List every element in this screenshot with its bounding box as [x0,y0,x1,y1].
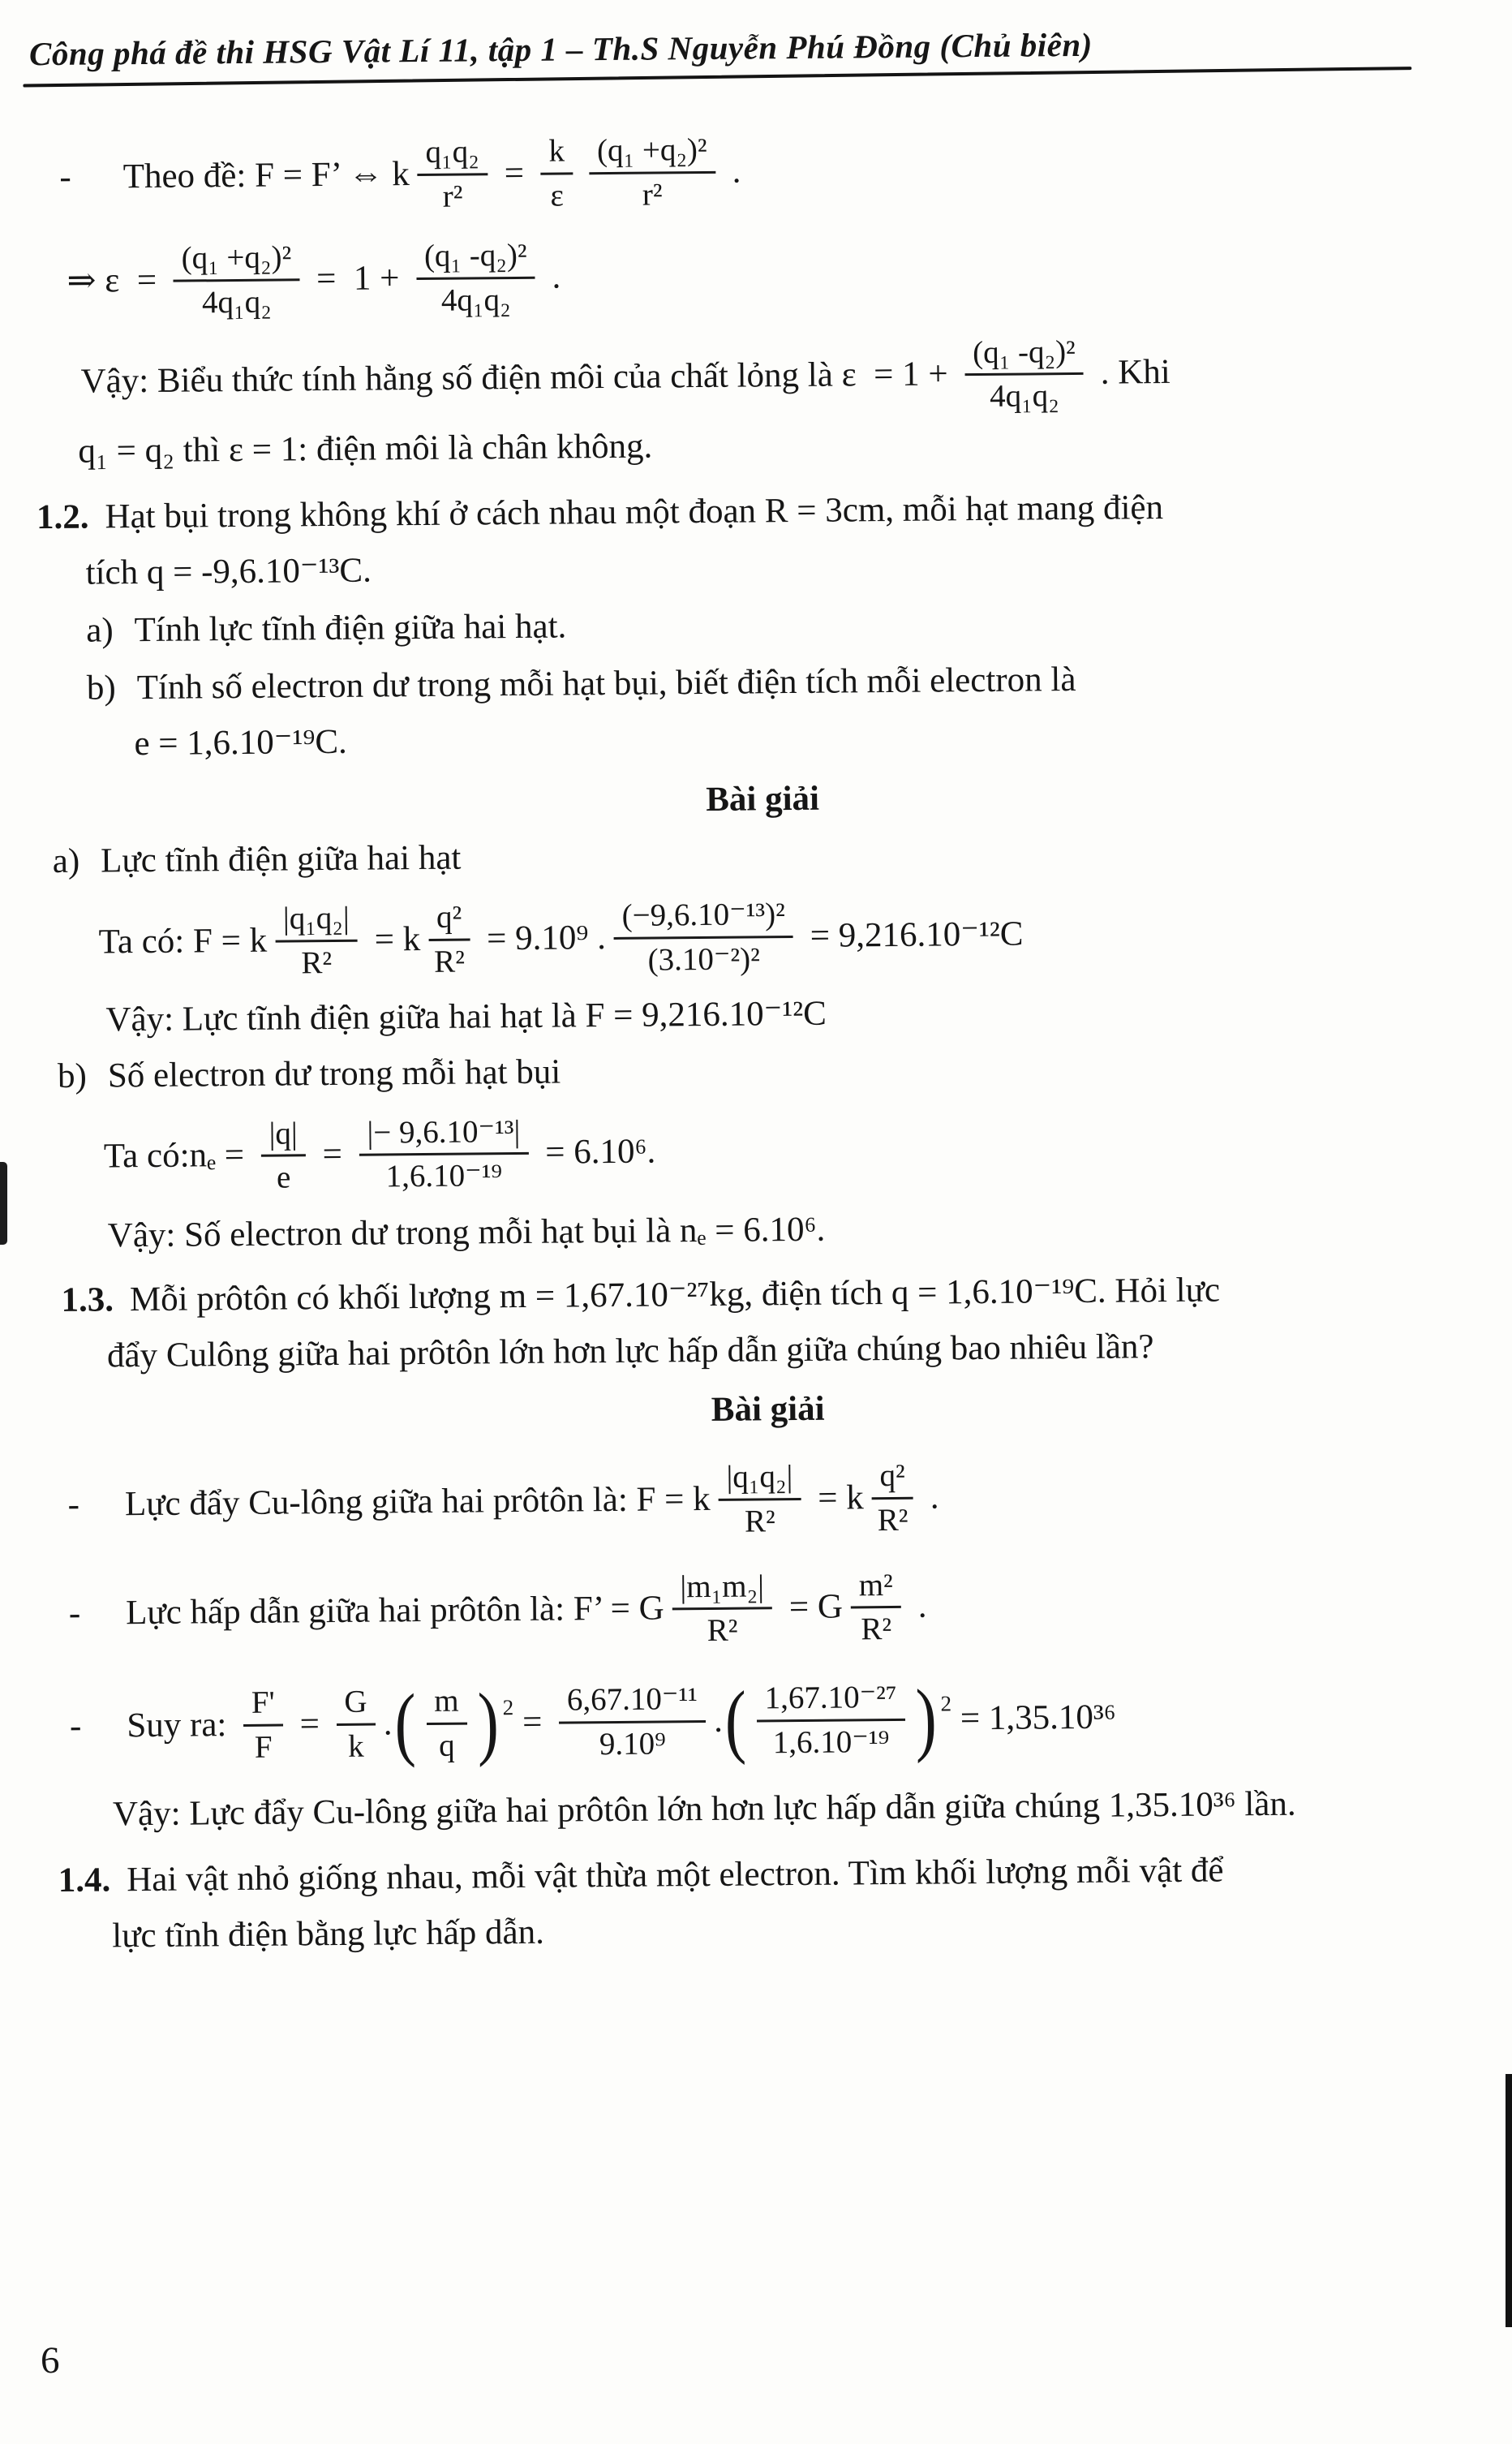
fraction [359,1112,529,1195]
text-run: Vậy: Biểu thức tính hằng số điện môi của chất lỏng là ε = 1 + [80,355,957,402]
fraction-numerator: (q₁ +q₂)² [173,239,299,282]
fraction-numerator: q² [428,898,470,941]
prob-1-2-item-a [86,596,1512,652]
prob-1-2-line-2 [85,538,1512,595]
fraction-numerator: (q₁ +q₂)² [589,131,715,174]
text-run: Hạt bụi trong không khí ở cách nhau một đoạn R = 3cm, mỗi hạt mang điện [105,488,1164,536]
text-run: = 9.10⁹ . [478,918,607,958]
text-run: Ta có: F = k [98,921,268,962]
text-run: = k [809,1478,864,1517]
paren-glyph: ( [394,1676,417,1769]
fraction-denominator: 4q₁q₂ [989,378,1059,415]
text-run: e = 1,6.10⁻¹⁹C. [134,723,348,764]
text-run: Mỗi prôtôn có khối lượng m = 1,67.10⁻²⁷kg, điện tích q = 1,6.10⁻¹⁹C. Hỏi lực [129,1271,1221,1319]
text-run: . [383,1703,393,1742]
fraction-numerator: (−9,6.10⁻¹³)² [613,895,793,940]
fraction-denominator: R² [744,1504,775,1539]
fraction [589,131,715,213]
sol-1-3-step-2 [68,1560,1512,1654]
line-prefix: 1.4. [58,1861,111,1900]
paren-glyph: ( [724,1673,747,1766]
fraction-denominator: 4q₁q₂ [201,284,272,321]
fraction [416,236,535,319]
fraction-numerator: q² [871,1457,913,1500]
line-prefix: a) [86,611,114,650]
sol-1-3-conclusion [113,1779,1512,1836]
fraction [275,899,359,981]
line-prefix: b) [57,1056,88,1095]
text-run: = 9,216.10⁻¹²C [801,914,1024,955]
text-run: = G [780,1587,844,1627]
line-prefix: - [59,157,71,196]
fraction [417,132,488,214]
fraction-numerator: (q₁ -q₂)² [964,333,1084,376]
fraction-denominator: R² [877,1502,908,1538]
fraction [428,898,470,980]
fraction-denominator: k [348,1728,364,1764]
fraction-numerator: F' [243,1683,283,1726]
fraction-denominator: R² [434,944,466,979]
scan-artifact-left [0,1162,7,1245]
text-run: Ta có:nₑ = [103,1136,254,1176]
text-run: Bài giải [711,1389,825,1430]
fraction-denominator: r² [442,179,463,214]
big-paren-close [913,1672,952,1764]
text-run: Lực đẩy Cu-lông giữa hai prôtôn là: F = k [124,1479,711,1524]
text-run: = [290,1704,329,1743]
fraction-denominator: q [438,1728,455,1763]
fraction-numerator: 6,67.10⁻¹¹ [559,1680,706,1723]
text-run: Lực hấp dẫn giữa hai prôtôn là: F’ = G [125,1589,664,1633]
line-prefix: - [69,1706,82,1745]
fraction [871,1457,913,1538]
fraction-denominator: 9.10⁹ [599,1725,666,1762]
sol-1-3-step-1 [67,1451,1512,1545]
book-title: Công phá đề thi HSG Vật Lí 11, tập 1 – Th.S Nguyễn Phú Đồng (Chủ biên) [28,25,1093,73]
fraction-denominator: (3.10⁻²)² [647,941,761,978]
fraction-numerator: m² [851,1565,901,1608]
fraction [613,895,793,978]
text-run: Bài giải [706,779,820,820]
fraction [173,239,299,321]
text-run: = [313,1135,351,1174]
text-run: đẩy Culông giữa hai prôtôn lớn hơn lực hấp dẫn giữa chúng bao nhiêu lần? [106,1327,1154,1375]
line-prefix: - [68,1594,81,1633]
fraction-numerator: |m₁m₂| [672,1567,772,1611]
sol-1-2-a-formula [98,889,1512,983]
fraction [718,1457,801,1539]
content [1,123,1512,1959]
text-run: lực tĩnh điện bằng lực hấp dẫn. [112,1913,545,1956]
fraction-numerator: |q| [260,1114,306,1157]
text-run: tích q = -9,6.10⁻¹³C. [85,551,372,592]
fraction-numerator: m [426,1681,467,1724]
sol-1-1-conclusion-2 [78,416,1512,473]
sol-1-1-step-2 [67,228,1512,322]
paren-glyph: ) [477,1675,500,1768]
prob-1-4-line-2 [112,1901,1512,1958]
sol-1-1-conclusion-1 [80,329,1512,423]
big-paren-open [392,1676,419,1769]
fraction-numerator: 1,67.10⁻²⁷ [756,1678,904,1722]
line-prefix: b) [86,669,116,708]
fraction-denominator: ε [550,178,565,213]
prob-1-4-line-1 [58,1845,1512,1903]
text-run: Theo đề: F = F’ ⇔ k [122,154,410,196]
sol-heading-1 [6,770,1512,828]
text-run: Tính lực tĩnh điện giữa hai hạt. [134,607,567,650]
line-prefix: 1.2. [36,497,89,537]
sol-heading-2 [11,1380,1512,1438]
fraction-denominator: R² [861,1611,892,1647]
prob-1-3-line-2 [107,1321,1512,1378]
fraction [851,1565,902,1647]
paren-glyph: ) [915,1672,938,1764]
fraction-numerator: q₁q₂ [417,132,488,175]
fraction-denominator: R² [707,1612,738,1649]
scan-artifact-right [1506,2074,1512,2327]
sol-1-1-step-1 [59,123,1512,217]
fraction-denominator: 1,6.10⁻¹⁹ [772,1723,890,1760]
text-run: = 6.10⁶. [536,1132,656,1173]
prob-1-3-line-1 [61,1265,1512,1323]
paren-exponent: 2 [940,1691,952,1716]
text-run: = [513,1702,552,1741]
prob-1-2-item-b [87,653,1512,710]
text-run: = k [365,919,421,959]
text-run: = 1,35.10³⁶ [951,1697,1117,1737]
fraction [336,1682,376,1764]
text-run: Vậy: Lực đẩy Cu-lông giữa hai prôtôn lớn hơn lực hấp dẫn giữa chúng 1,35.10³⁶ lần. [112,1784,1296,1834]
fraction-denominator: 1,6.10⁻¹⁹ [385,1158,503,1194]
fraction-denominator: r² [642,177,663,213]
text-run: . [543,257,561,296]
text-run: Lực tĩnh điện giữa hai hạt [100,838,462,880]
fraction [672,1567,772,1649]
fraction-numerator: k [540,131,573,174]
prob-1-2-line-1 [37,482,1512,540]
fraction [243,1683,284,1765]
line-prefix: a) [52,841,80,881]
line-prefix: - [67,1485,80,1524]
sol-1-2-b-title [58,1041,1512,1099]
text-run: . [908,1586,927,1625]
fraction [540,131,573,213]
page-number: 6 [41,2339,60,2382]
fraction-denominator: R² [301,944,333,981]
text-run: = 1 + [307,259,409,299]
prob-1-2-item-b-cont [134,709,1512,766]
big-paren-open [723,1673,750,1766]
text-run: Suy ra: [127,1705,236,1745]
text-run: . [723,152,741,191]
fraction [964,333,1084,415]
text-run: . Khi [1091,353,1171,393]
text-run: q₁ = q₂ thì ε = 1: điện môi là chân không. [78,427,653,471]
fraction [426,1681,467,1763]
text-run: Vậy: Lực tĩnh điện giữa hai hạt là F = 9,216.10⁻¹²C [105,994,827,1039]
text-run: Số electron dư trong mỗi hạt bụi [107,1052,561,1095]
fraction-denominator: 4q₁q₂ [440,282,511,318]
text-run: . [921,1478,939,1517]
sol-1-2-a-title [53,826,1512,884]
fraction-denominator: e [276,1160,291,1195]
fraction-numerator: |− 9,6.10⁻¹³| [359,1112,528,1156]
fraction [559,1680,707,1762]
sol-1-3-step-3 [69,1672,1512,1769]
fraction [756,1678,905,1761]
fraction-numerator: |q₁q₂| [275,899,358,943]
big-paren-close [475,1675,514,1768]
paren-exponent: 2 [502,1695,514,1720]
text-run: = [495,153,533,192]
fraction-numerator: G [336,1682,376,1725]
text-run: Hai vật nhỏ giống nhau, mỗi vật thừa một electron. Tìm khối lượng mỗi vật để [126,1851,1224,1900]
sol-1-2-b-conclusion [108,1201,1512,1258]
text-run: Tính số electron dư trong mỗi hạt bụi, biết điện tích mỗi electron là [136,660,1076,708]
line-prefix: 1.3. [61,1280,114,1319]
text-run: ⇒ ε = [67,260,166,300]
page-header [29,21,1512,73]
fraction [260,1114,306,1196]
fraction-denominator: F [254,1729,273,1765]
fraction-numerator: |q₁q₂| [718,1457,801,1501]
text-run: Vậy: Số electron dư trong mỗi hạt bụi là nₑ = 6.10⁶. [107,1210,826,1255]
sol-1-2-b-formula [103,1104,1512,1198]
sol-1-2-a-conclusion [105,985,1512,1042]
fraction-numerator: (q₁ -q₂)² [416,236,535,280]
text-run: . [713,1701,724,1740]
